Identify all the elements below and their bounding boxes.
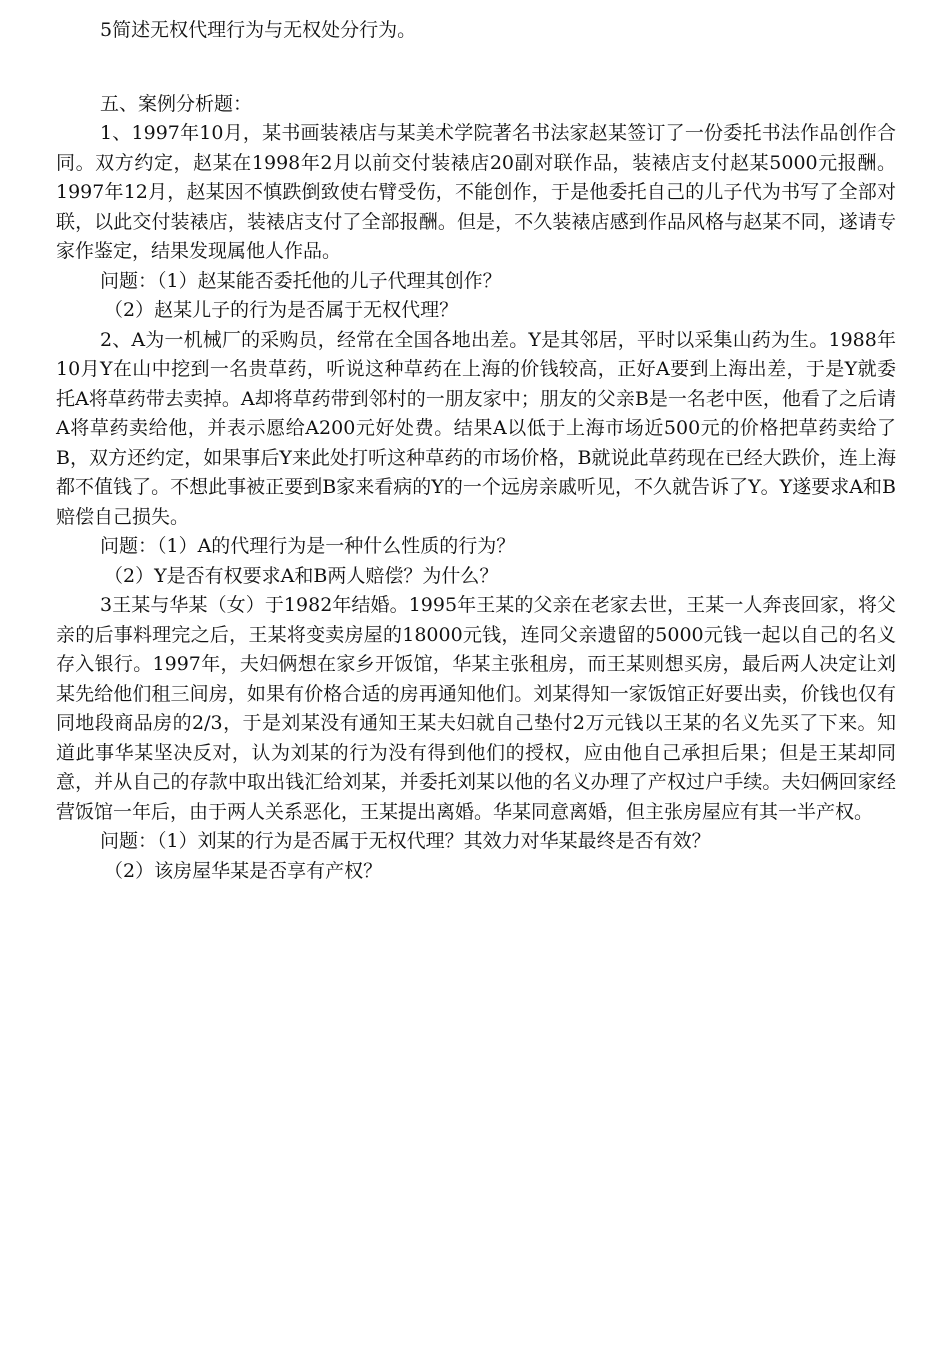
intro-question: 5简述无权代理行为与无权处分行为。 [100,19,417,41]
case-1-question-1: 问题：（1）赵某能否委托他的儿子代理其创作？ [100,269,502,292]
case-3-text: 3王某与华某（女）于1982年结婚。1995年王某的父亲在老家去世，王某一人奔丧回家，将父亲的后事料理完之后，王某将变卖房屋的18000元钱，连同父亲遗留的5000元钱一起以自己的名义存入银行。1997年，夫妇俩想在家乡开饭馆，华某主张租房，而王某则想买房，最后两人决定让刘某先给他们租三间房，如果有价格合适的房再通知他们。刘某得知一家饭馆正好要出卖，价钱也仅有同地段商品房的2/3，于是刘某没有通知王某夫妇就自己垫付2万元钱以王某的名义先买了下来。知道此事华某坚决反对，认为刘某的行为没有得到他们的授权，应由他自己承担后果；但是王某却同意，并从自己的存款中取出钱汇给刘某，并委托刘某以他的名义办理了产权过户手续。夫妇俩回家经营饭馆一年后，由于两人关系恶化，王某提出离婚。华某同意离婚，但主张房屋应有其一半产权。 [56,594,896,823]
case-3-question-2: （2）该房屋华某是否享有产权？ [104,859,383,882]
case-3-question-1: 问题：（1）刘某的行为是否属于无权代理？其效力对华某最终是否有效？ [100,830,711,852]
case-1-text: 1、1997年10月，某书画装裱店与某美术学院著名书法家赵某签订了一份委托书法作品创作合同。双方约定，赵某在1998年2月以前交付装裱店20副对联作品，装裱店支付赵某5000元报酬。1997年12月，赵某因不慎跌倒致使右臂受伤，不能创作，于是他委托自己的儿子代为书写了全部对联，以此交付装裱店，装裱店支付了全部报酬。但是，不久装裱店感到作品风格与赵某不同，遂请专家作鉴定，结果发现属他人作品。 [56,122,896,262]
case-1-question-2: （2）赵某儿子的行为是否属于无权代理？ [104,299,459,321]
case-2-text: 2、A为一机械厂的采购员，经常在全国各地出差。Y是其邻居，平时以采集山药为生。1988年10月Y在山中挖到一名贵草药，听说这种草药在上海的价钱较高，正好A要到上海出差，于是Y就委托A将草药带去卖掉。A却将草药带到邻村的一朋友家中；朋友的父亲B是一名老中医，他看了之后请A将草药卖给他，并表示愿给A200元好处费。结果A以低于上海市场近500元的价格把草药卖给了B，双方还约定，如果事后Y来此处打听这种草药的市场价格，B就说此草药现在已经大跌价，连上海都不值钱了。不想此事被正要到B家来看病的Y的一个远房亲戚听见，不久就告诉了Y。Y遂要求A和B赔偿自己损失。 [56,328,896,528]
spacer [56,46,896,90]
case-2-question-2: （2）Y是否有权要求A和B两人赔偿？为什么？ [104,564,499,587]
document-page [56,16,896,886]
case-2-question-1: 问题：（1）A的代理行为是一种什么性质的行为？ [100,535,516,557]
section-title: 五、案例分析题： [100,92,253,115]
